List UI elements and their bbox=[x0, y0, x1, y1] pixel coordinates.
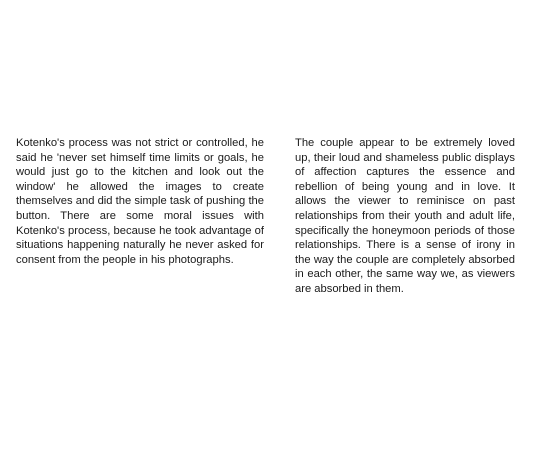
left-text-column: Kotenko's process was not strict or controlled, he said he 'never set himself time limits or goals, he would just go to the kitchen and look out the window' he allowed the images to create themselves and did the simple task of pushing the button. There are some moral issues with Kotenko's process, because he took advantage of situations happening naturally he never asked for consent from the people in his photographs. bbox=[16, 137, 264, 266]
right-text-column: The couple appear to be extremely loved up, their loud and shameless public displays of affection captures the essence and rebellion of being young and in love. It allows the viewer to reminisce on past relationships from their youth and adult life, specifically the honeymoon periods of those relationships. There is a sense of irony in the way the couple are completely absorbed in each other, the same way we, as viewers are absorbed in them. bbox=[295, 137, 515, 295]
